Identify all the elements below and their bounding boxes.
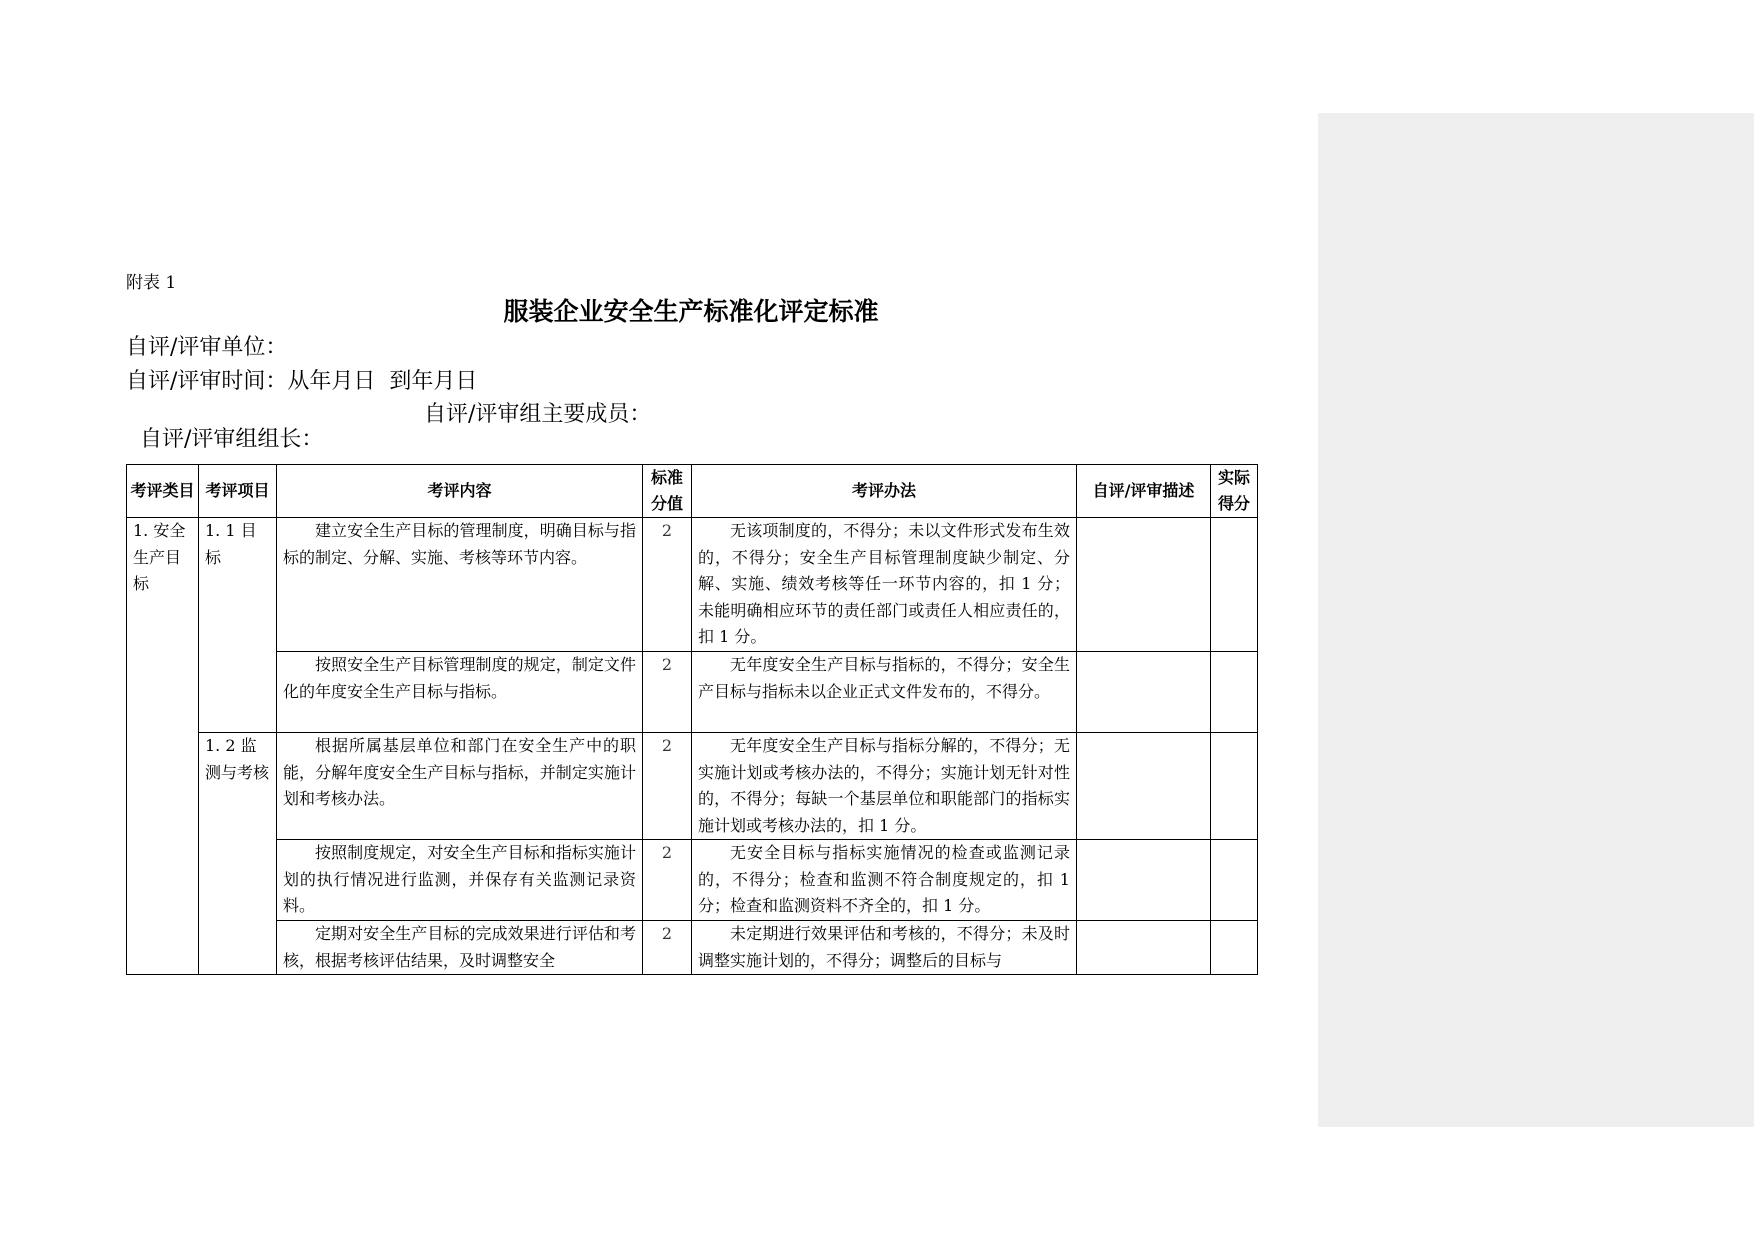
table-row xyxy=(127,921,1258,975)
team-members-field: 自评/评审组主要成员： xyxy=(424,402,652,427)
score-cell: 2 xyxy=(643,921,692,975)
content-cell: 建立安全生产目标的管理制度，明确目标与指标的制定、分解、实施、考核等环节内容。 xyxy=(277,518,643,652)
appendix-label: 附表 1 xyxy=(126,273,177,293)
header-description: 自评/评审描述 xyxy=(1077,465,1211,518)
actual-score-input-cell[interactable] xyxy=(1211,921,1258,975)
description-input-cell[interactable] xyxy=(1077,518,1211,652)
description-input-cell[interactable] xyxy=(1077,921,1211,975)
side-panel xyxy=(1318,113,1754,1127)
review-unit-field: 自评/评审单位： xyxy=(126,335,288,360)
header-category: 考评类目 xyxy=(127,465,199,518)
score-cell: 2 xyxy=(643,652,692,733)
header-score: 标准分值 xyxy=(643,465,692,518)
description-input-cell[interactable] xyxy=(1077,840,1211,921)
score-cell: 2 xyxy=(643,840,692,921)
item-cell: 1. 2 监测与考核 xyxy=(199,733,277,975)
method-cell: 未定期进行效果评估和考核的，不得分；未及时调整实施计划的，不得分；调整后的目标与 xyxy=(692,921,1077,975)
content-cell: 定期对安全生产目标的完成效果进行评估和考核，根据考核评估结果，及时调整安全 xyxy=(277,921,643,975)
method-cell: 无年度安全生产目标与指标的，不得分；安全生产目标与指标未以企业正式文件发布的，不得分。 xyxy=(692,652,1077,733)
score-cell: 2 xyxy=(643,518,692,652)
content-cell: 根据所属基层单位和部门在安全生产中的职能，分解年度安全生产目标与指标，并制定实施计划和考核办法。 xyxy=(277,733,643,840)
review-time-field: 自评/评审时间：从年月日 到年月日 xyxy=(126,369,478,394)
actual-score-input-cell[interactable] xyxy=(1211,733,1258,840)
content-cell: 按照安全生产目标管理制度的规定，制定文件化的年度安全生产目标与指标。 xyxy=(277,652,643,733)
header-method: 考评办法 xyxy=(692,465,1077,518)
table-header-row xyxy=(127,465,1258,518)
header-content: 考评内容 xyxy=(277,465,643,518)
content-cell: 按照制度规定，对安全生产目标和指标实施计划的执行情况进行监测，并保存有关监测记录资料。 xyxy=(277,840,643,921)
evaluation-standard-table xyxy=(126,464,1258,975)
category-cell: 1. 安全生产目标 xyxy=(127,518,199,975)
table-row xyxy=(127,652,1258,733)
method-cell: 无安全目标与指标实施情况的检查或监测记录的，不得分；检查和监测不符合制度规定的，扣 1 分；检查和监测资料不齐全的，扣 1 分。 xyxy=(692,840,1077,921)
team-leader-field: 自评/评审组组长： xyxy=(140,427,324,452)
table-row xyxy=(127,733,1258,840)
description-input-cell[interactable] xyxy=(1077,652,1211,733)
description-input-cell[interactable] xyxy=(1077,733,1211,840)
header-item: 考评项目 xyxy=(199,465,277,518)
actual-score-input-cell[interactable] xyxy=(1211,840,1258,921)
actual-score-input-cell[interactable] xyxy=(1211,652,1258,733)
document-title: 服装企业安全生产标准化评定标准 xyxy=(503,297,879,326)
item-cell: 1. 1 目标 xyxy=(199,518,277,733)
header-actual: 实际得分 xyxy=(1211,465,1258,518)
method-cell: 无该项制度的，不得分；未以文件形式发布生效的，不得分；安全生产目标管理制度缺少制定、分解、实施、绩效考核等任一环节内容的，扣 1 分；未能明确相应环节的责任部门或责任人相应责任的，扣 1 分。 xyxy=(692,518,1077,652)
table-row xyxy=(127,518,1258,652)
actual-score-input-cell[interactable] xyxy=(1211,518,1258,652)
score-cell: 2 xyxy=(643,733,692,840)
table-row xyxy=(127,840,1258,921)
method-cell: 无年度安全生产目标与指标分解的，不得分；无实施计划或考核办法的，不得分；实施计划无针对性的，不得分；每缺一个基层单位和职能部门的指标实施计划或考核办法的，扣 1 分。 xyxy=(692,733,1077,840)
